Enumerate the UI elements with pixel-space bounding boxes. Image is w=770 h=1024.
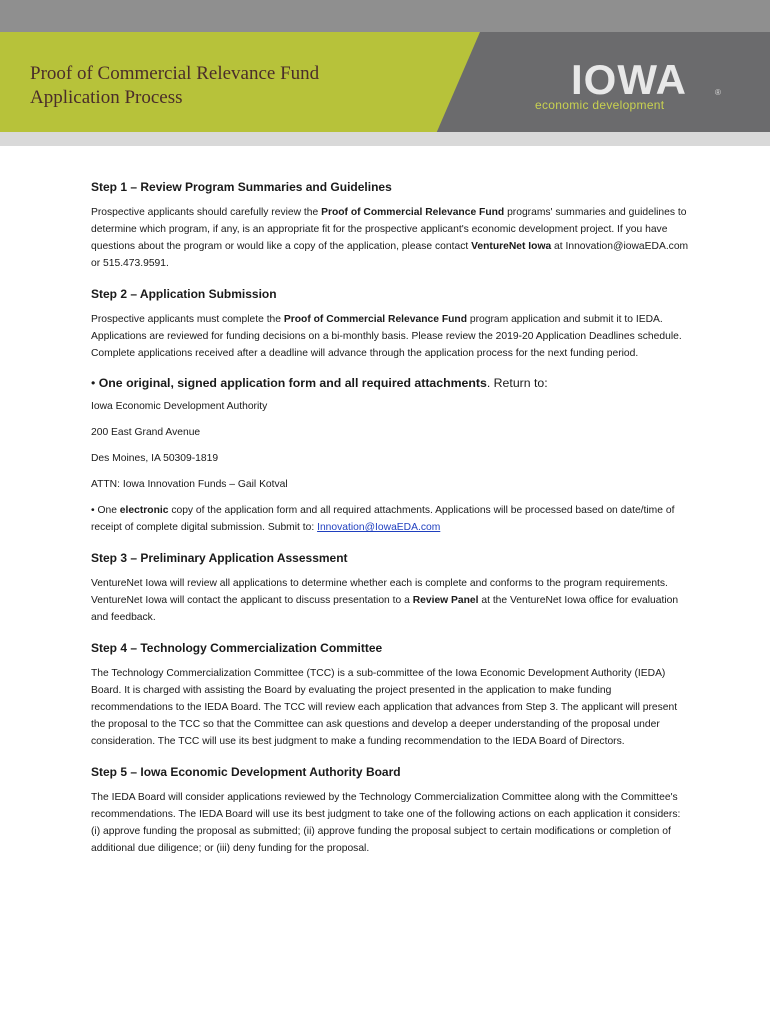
step1-paragraph [91,204,691,272]
step1-text-c: at Innovation@iowaEDA.com or 515.473.9591. [91,241,689,269]
step3-paragraph [91,575,691,626]
document-title [30,62,319,110]
step2-paragraph [91,311,691,362]
bullet-electronic-pre: One [97,505,120,516]
header-banner [0,32,770,132]
bullet-electronic-rest: copy of the application form and all required attachments. Applications will be processed based on date/time of receipt of complete digital submission. Submit to: [91,505,675,533]
bullet-original-rest: . Return to: [486,376,548,390]
step5-heading: Step 5 – Iowa Economic Development Authority Board [91,765,401,779]
title-line-1: Proof of Commercial Relevance Fund [30,63,320,84]
step2-heading: Step 2 – Application Submission [91,287,277,301]
submission-email-link[interactable]: Innovation@IowaEDA.com [317,522,441,533]
step2-bold-fund: Proof of Commercial Relevance Fund [283,314,467,325]
step1-heading: Step 1 – Review Program Summaries and Guidelines [91,180,392,194]
document-body [91,178,691,857]
address-line-2: 200 East Grand Avenue [91,427,201,438]
bullet-electronic-bold: electronic [119,505,169,516]
step3-heading: Step 3 – Preliminary Application Assessment [91,551,348,565]
bullet-electronic-copy: • One electronic copy of the application form and all required attachments. Applications will be processed based on date/time of receipt of complete digital submission. Submit to: Innovation@IowaEDA.com [91,505,675,533]
step3-text-b: at the VentureNet Iowa office for evaluation and feedback. [91,595,679,623]
step1-text-a: Prospective applicants should carefully review the [91,207,322,218]
title-line-2: Application Process [30,87,183,108]
bullet-original-copy: • One original, signed application form and all required attachments. Return to: [91,376,548,390]
step3-text-a: VentureNet Iowa will review all applications to determine whether each is complete and conforms to the program requirements. VentureNet Iowa will contact the applicant to discuss presentation to a [91,578,668,606]
header-divider [0,132,770,146]
step1-bold-fund: Proof of Commercial Relevance Fund [321,207,505,218]
step3-bold-panel: Review Panel [412,595,479,606]
address-line-1: Iowa Economic Development Authority [91,401,268,412]
step4-heading: Step 4 – Technology Commercialization Committee [91,641,383,655]
logo-tagline: economic development [535,98,665,112]
step1-text-b: programs' summaries and guidelines to determine which program, if any, is an appropriate fit for the prospective applicant's economic development project. If you have questions about the program or would like a copy of the application, please contact [91,207,687,252]
registered-mark: ® [715,88,721,97]
logo-wordmark: IOWA [571,56,687,103]
address-line-3: Des Moines, IA 50309-1819 [91,453,219,464]
address-line-4: ATTN: Iowa Innovation Funds – Gail Kotval [91,479,288,490]
iowa-logo [535,58,730,114]
step4-paragraph: The Technology Commercialization Committee (TCC) is a sub-committee of the Iowa Economic Development Authority (IEDA) Board. It is charged with assisting the Board by evaluating the project presented in the application to make funding recommendations to the IEDA Board. The TCC will review each application that advances from Step 3. The applicant will present the proposal to the TCC so that the Committee can ask questions and develop a deeper understanding of the proposal under consideration. The TCC will use its best judgment to make a funding recommendation to the IEDA Board of Directors. [91,668,678,747]
step2-text-a: Prospective applicants must complete the [91,314,284,325]
top-bar [0,0,770,32]
step5-paragraph: The IEDA Board will consider applications reviewed by the Technology Commercialization Committee along with the Committee's recommendations. The IEDA Board will use its best judgment to take one of the following actions on each application it considers: (i) approve funding the proposal as submitted; (ii) approve funding the proposal subject to certain modifications or completion of additional due diligence; or (iii) deny funding for the proposal. [91,792,681,854]
bullet-original-bold: One original, signed application form and all required attachments [98,376,487,390]
step2-text-b: program application and submit it to IEDA. Applications are reviewed for funding decisions on a bi-monthly basis. Please review the 2019-20 Application Deadlines schedule. Complete applications received after a deadline will advance through the application process for the next funding period. [91,314,682,359]
step1-bold-venturenet: VentureNet Iowa [471,241,552,252]
